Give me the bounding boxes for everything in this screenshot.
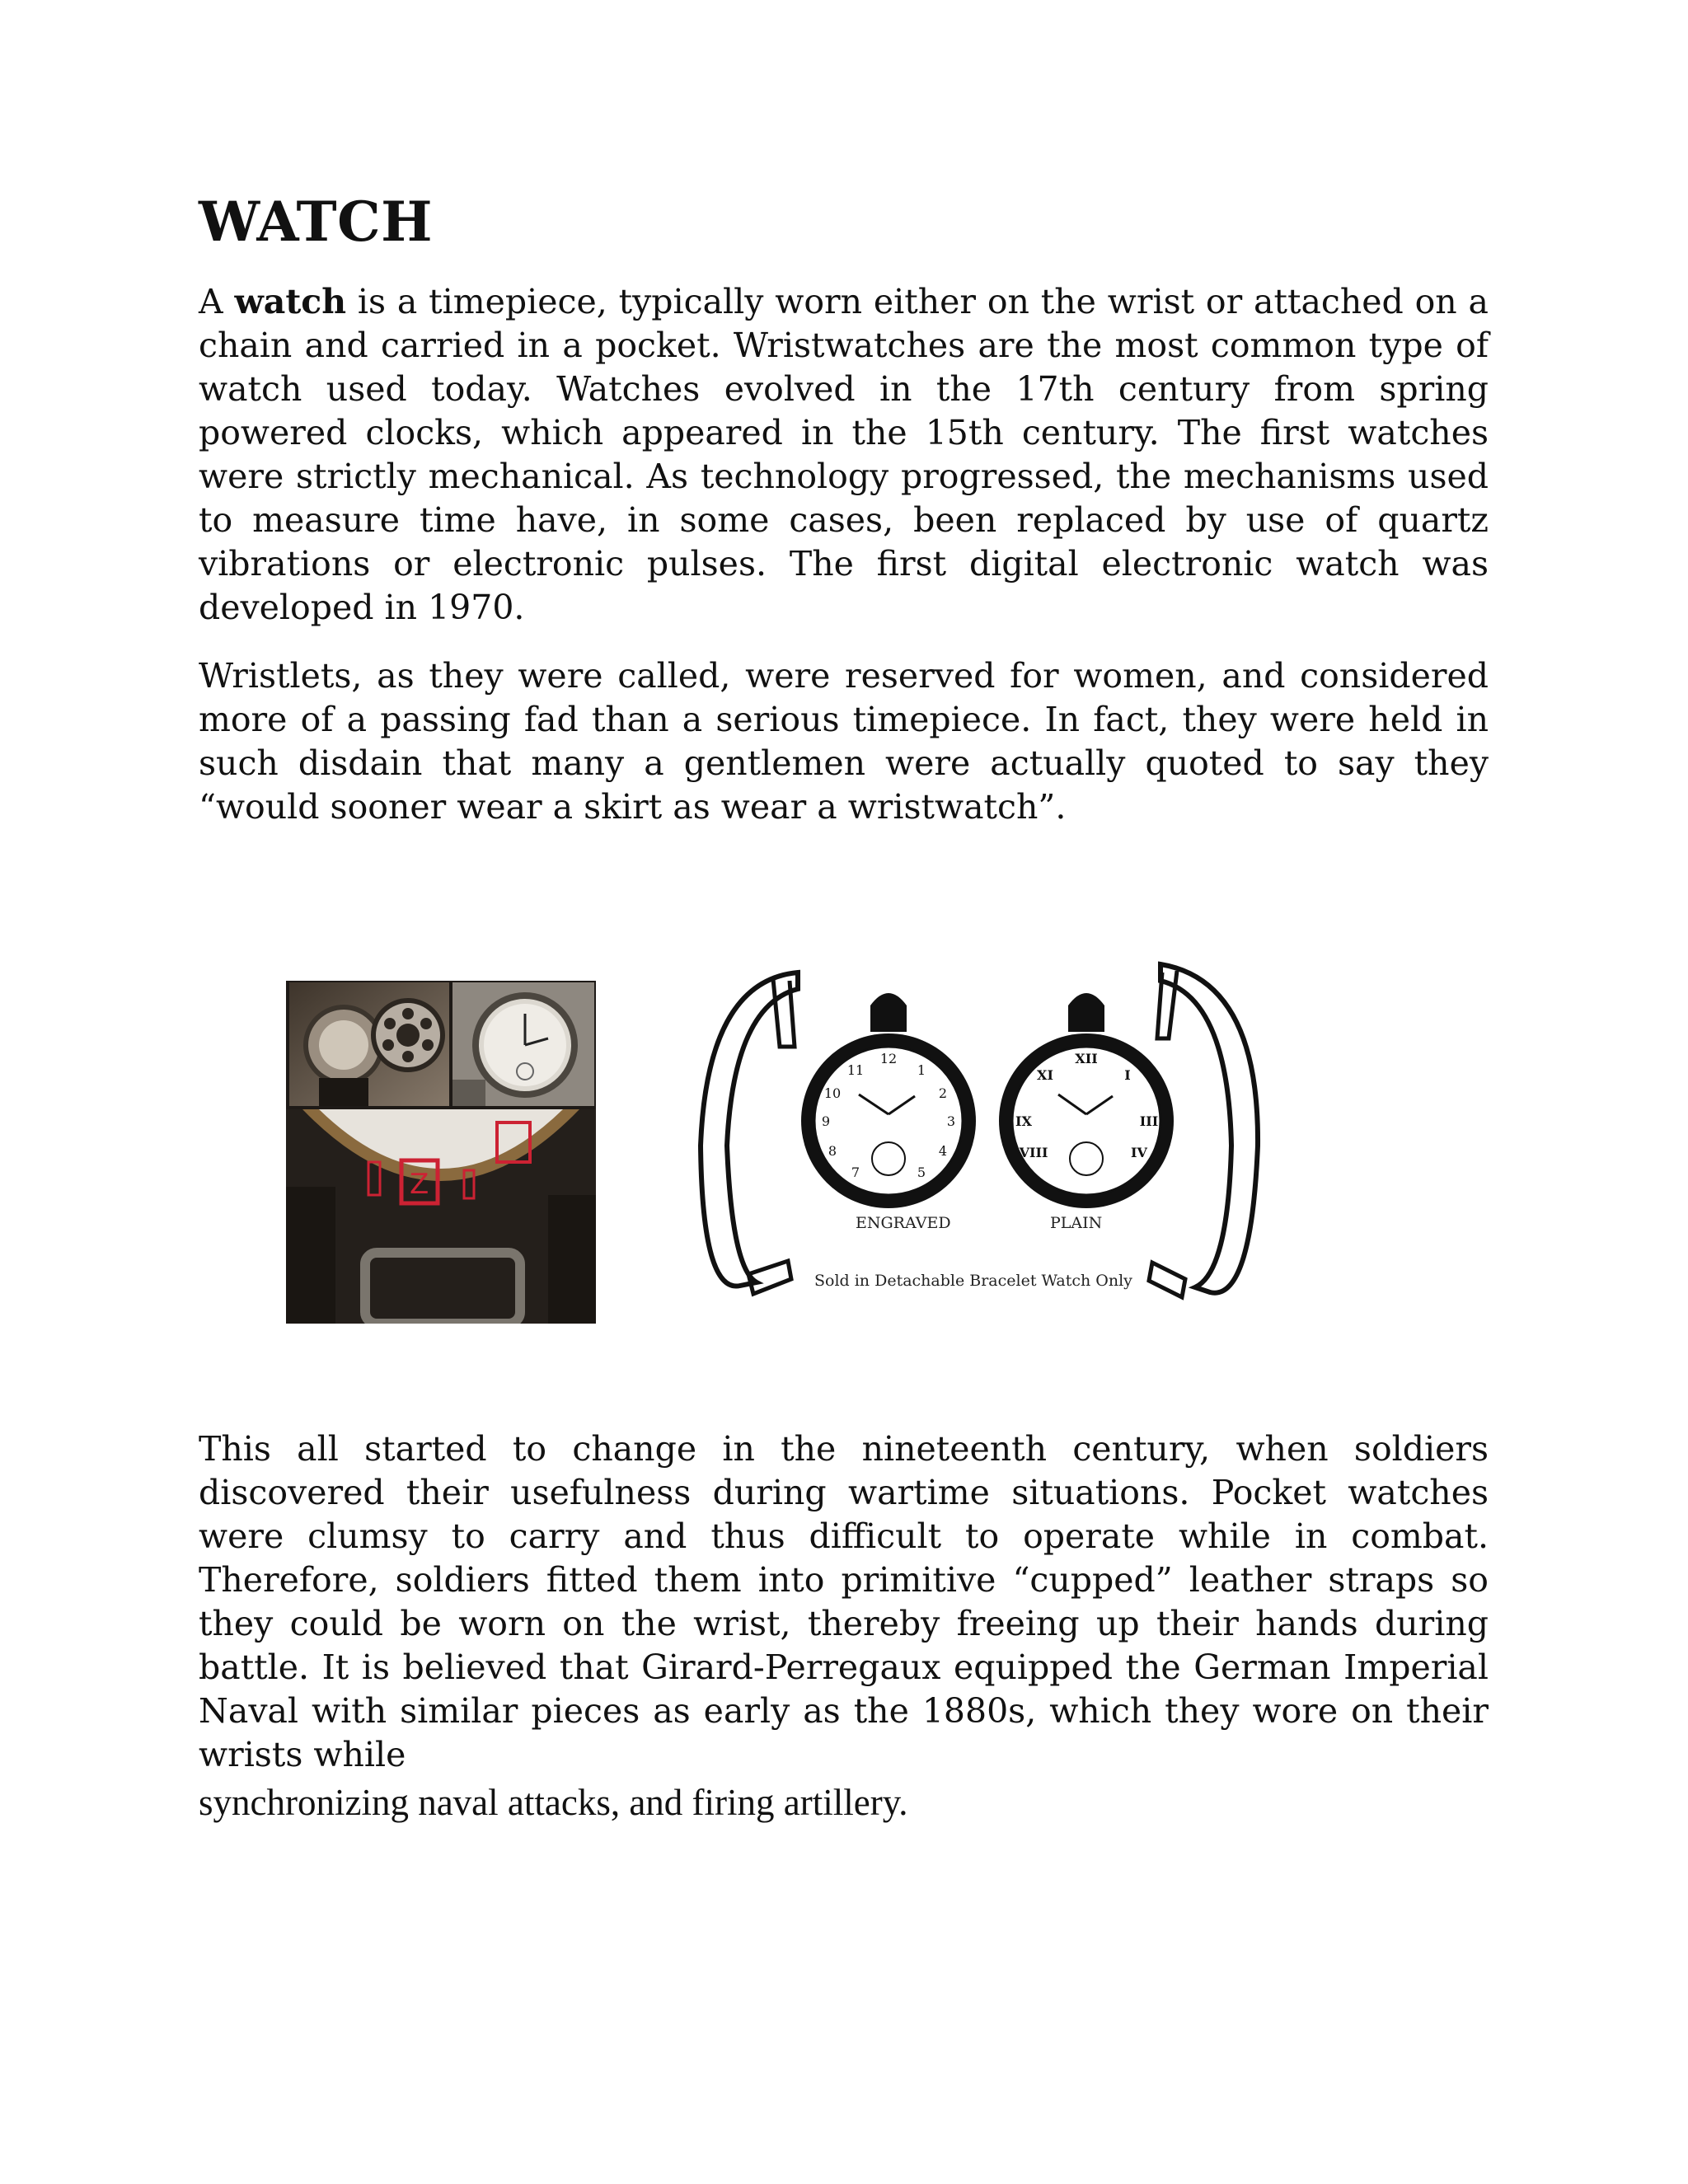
svg-text:3: 3 — [946, 1113, 956, 1129]
page-title: WATCH — [199, 190, 433, 254]
svg-text:11: 11 — [846, 1062, 865, 1078]
svg-text:5: 5 — [917, 1165, 926, 1180]
svg-text:VIII: VIII — [1019, 1145, 1048, 1160]
svg-text:7: 7 — [851, 1165, 860, 1180]
svg-text:I: I — [1124, 1067, 1131, 1083]
svg-text:2: 2 — [938, 1085, 948, 1101]
svg-text:1: 1 — [917, 1062, 926, 1078]
svg-text:8: 8 — [828, 1143, 837, 1159]
svg-text:4: 4 — [938, 1143, 948, 1159]
label-plain: PLAIN — [1050, 1214, 1103, 1232]
intro-rest: is a timepiece, typically worn either on the wrist or attached on a chain and carried in a pocket. Wristwatches are the most common type of watch used today. Watches evolved in the 17th century from spring powered clocks, which appeared in the 15th century. The first watches were strictly mechanical. As technology progressed, the mechanisms used to measure time have, in some cases, been replaced by use of quartz vibrations or electronic pulses. The first digital electronic watch was developed in 1970. — [199, 282, 1489, 627]
intro-lead: A — [199, 282, 235, 321]
svg-text:XII: XII — [1075, 1051, 1098, 1066]
intro-bold-term: watch — [234, 282, 347, 321]
svg-text:10: 10 — [823, 1085, 842, 1101]
label-engraved: ENGRAVED — [856, 1214, 951, 1232]
svg-text:III: III — [1139, 1113, 1159, 1129]
svg-text:XI: XI — [1037, 1067, 1053, 1083]
soldiers-last-line: synchronizing naval attacks, and firing artillery. — [199, 1782, 908, 1823]
bracelet-watch-illustration — [691, 956, 1268, 1327]
paragraph-soldiers — [199, 1427, 1489, 1828]
svg-text:12: 12 — [879, 1051, 898, 1066]
paragraph-wristlets: Wristlets, as they were called, were reserved for women, and considered more of a passing fad than a serious timepiece. In fact, they were held in such disdain that many a gentlemen were actually quoted to say they “would sooner wear a skirt as wear a wristwatch”. — [199, 656, 1489, 827]
soldiers-body: This all started to change in the nineteenth century, when soldiers discovered their usefulness during wartime situations. Pocket watches were clumsy to carry and thus difficult to operate while in combat. Therefore, soldiers fitted them into primitive “cupped” leather straps so they could be worn on the wrist, thereby freeing up their hands during battle. It is believed that Girard-Perregaux equipped the German Imperial Naval with similar pieces as early as the 1880s, which they wore on their wrists while — [199, 1429, 1489, 1774]
svg-text:9: 9 — [821, 1113, 831, 1129]
svg-text:IX: IX — [1015, 1113, 1032, 1129]
collage-art — [286, 981, 596, 1324]
svg-text:IV: IV — [1131, 1145, 1147, 1160]
illustration-art — [691, 956, 1268, 1327]
illustration-caption: Sold in Detachable Bracelet Watch Only — [814, 1272, 1132, 1290]
watch-photo-collage — [286, 981, 596, 1324]
paragraph-intro — [199, 280, 1489, 630]
svg-text:Z: Z — [410, 1168, 429, 1201]
